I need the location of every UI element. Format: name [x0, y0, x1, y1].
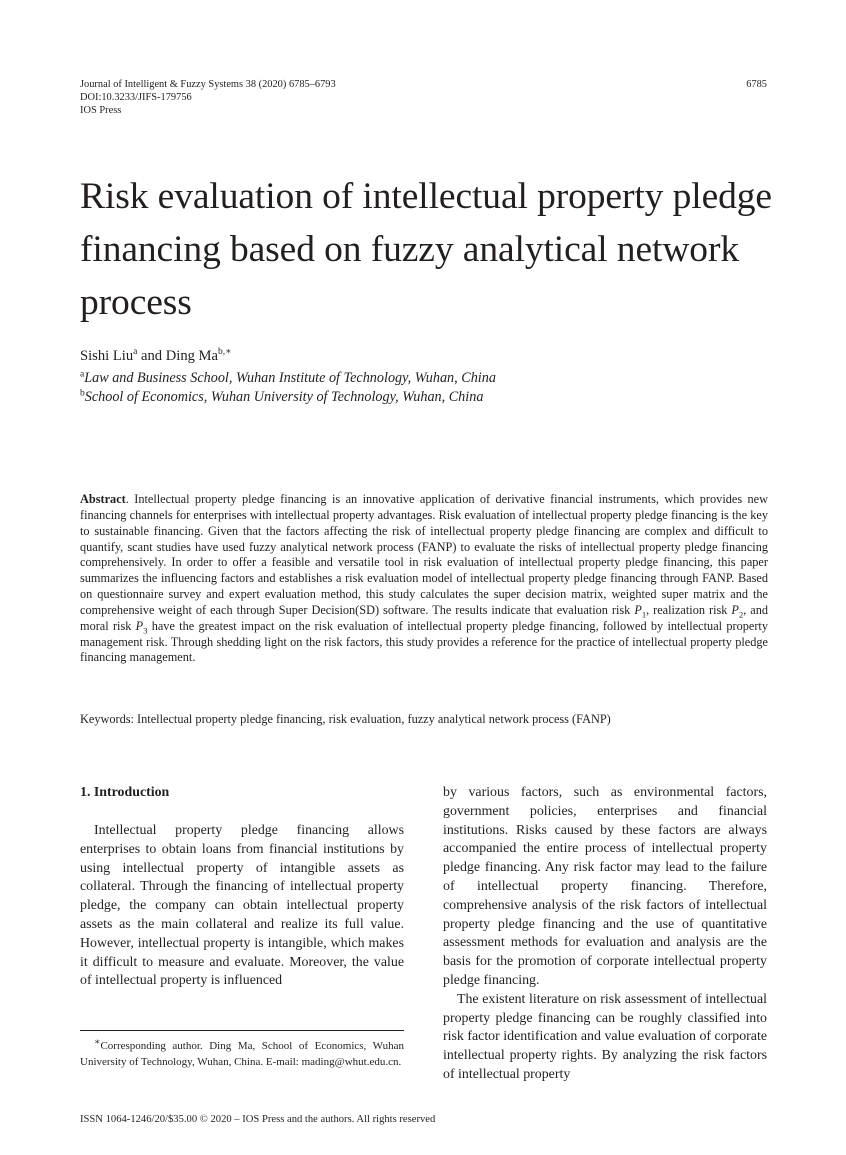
author-affiliation-mark: b,∗ [218, 347, 232, 358]
abstract-text: , realization risk [646, 602, 732, 617]
section-heading: 1. Introduction [80, 785, 170, 800]
paper-title: Risk evaluation of intellectual property pledge financing based on fuzzy analytical network process [80, 176, 772, 323]
copyright-footer: ISSN 1064-1246/20/$35.00 © 2020 – IOS Press and the authors. All rights reserved [80, 1114, 436, 1125]
affiliation-mark: b [80, 388, 85, 399]
footnote-divider [80, 1030, 404, 1031]
author-connector: and [137, 348, 166, 364]
risk-subscript: 1 [641, 609, 647, 620]
page-number: 6785 [746, 79, 767, 90]
abstract [80, 492, 768, 666]
body-paragraph: The existent literature on risk assessment of intellectual property pledge financing can be roughly classified into risk factor identification and value evaluation of corporate intellectual property rights. By analyzing the risk factors of intellectual property [443, 991, 767, 1082]
author-name: Sishi Liu [80, 348, 134, 364]
publisher: IOS Press [80, 104, 122, 116]
affiliation-text: Law and Business School, Wuhan Institute of Technology, Wuhan, China [84, 370, 496, 386]
journal-header [80, 79, 336, 117]
risk-symbol: P [135, 618, 144, 633]
body-paragraph: by various factors, such as environmental factors, government policies, enterprises and financial institutions. Risks caused by these factors are always accompanied the entire process of intellectual property pledge financing. Any risk factor may lead to the failure of intellectual property financing. Therefore, comprehensive analysis of the risk factors of intellectual property pledge financing and the use of quantitative assessment methods for evaluation and analysis are the basis for the promotion of corporate intellectual property pledge financing. [443, 785, 767, 988]
abstract-text: have the greatest impact on the risk evaluation of intellectual property pledge financing, followed by intellectual property management risk. Through shedding light on the risk factors, this study provides a reference for the practice of intellectual property pledge financing management. [80, 618, 768, 665]
journal-citation: Journal of Intelligent & Fuzzy Systems 38 (2020) 6785–6793 [80, 79, 336, 90]
author-affiliation-mark: a [133, 347, 138, 358]
affiliation [80, 388, 483, 407]
author-list [80, 347, 232, 366]
body-paragraph: Intellectual property pledge financing allows enterprises to obtain loans from financial institutions by using intellectual property of intangible assets as collateral. Through the financing of intellectual property pledge, the company can obtain intellectual property assets as the main collateral and realize its full value. However, intellectual property is intangible, which makes it difficult to measure and evaluate. Moreover, the value of intellectual property is influenced [80, 823, 404, 989]
footnote-text: Corresponding author. Ding Ma, School of Economics, Wuhan University of Technology, Wuhan, China. E-mail: mading@whut.edu.cn. [80, 1040, 404, 1069]
left-column [80, 822, 404, 991]
affiliation-text: School of Economics, Wuhan University of Technology, Wuhan, China [84, 389, 484, 405]
author-name: Ding Ma [165, 348, 219, 364]
doi: DOI:10.3233/JIFS-179756 [80, 91, 192, 103]
right-column [443, 784, 767, 1085]
risk-symbol: P [731, 602, 739, 617]
affiliation [80, 369, 496, 388]
risk-subscript: 3 [143, 625, 148, 636]
risk-symbol: P [634, 602, 642, 617]
footnote [80, 1038, 404, 1070]
affiliation-mark: a [80, 369, 85, 380]
abstract-text: . Intellectual property pledge financing is an innovative application of derivative financial instruments, which provides new financing channels for enterprises with intellectual property advantages. Risk evaluation of intellectual property pledge financing is the key to sustainable financing. Given that the factors affecting the risk of intellectual property pledge financing are complex and difficult to quantify, scant studies have used fuzzy analytical network process (FANP) to evaluate the risks of intellectual property pledge financing comprehensively. In order to offer a feasible and versatile tool in risk evaluation of intellectual property pledge financing, this paper summarizes the influencing factors and establishes a risk evaluation model of intellectual property pledge financing through FANP. Based on questionnaire survey and expert evaluation method, this study calculates the super decision matrix, weighted super matrix and the comprehensive weight of each through Super Decision(SD) software. The results indicate that evaluation risk [80, 492, 768, 617]
risk-subscript: 2 [738, 609, 744, 620]
abstract-label: Abstract [80, 492, 126, 506]
abstract-text: , and moral risk [80, 602, 768, 633]
keywords: Keywords: Intellectual property pledge financing, risk evaluation, fuzzy analytical network process (FANP) [80, 712, 611, 726]
footnote-marker: ∗ [94, 1037, 101, 1048]
